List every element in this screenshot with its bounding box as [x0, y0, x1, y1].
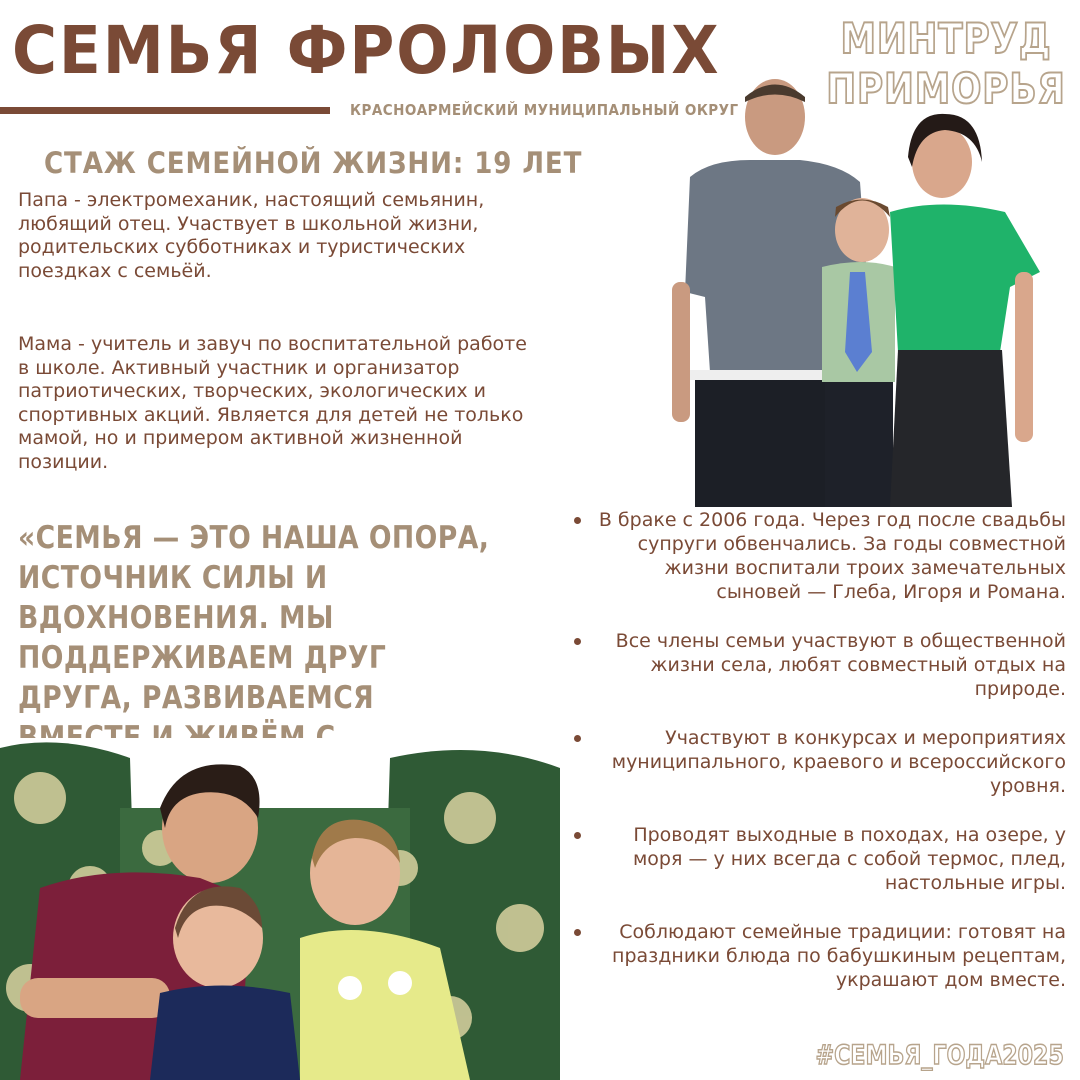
family-photo [650, 72, 1060, 507]
marriage-length-heading: СТАЖ СЕМЕЙНОЙ ЖИЗНИ: 19 ЛЕТ [44, 146, 583, 180]
mother-description: Мама - учитель и завуч по воспитательной работе в школе. Активный участник и организатор патриотических, творческих, экологических и спортивных акций. Является для детей не только мамой, но и примером активной жизненной позиции. [18, 333, 527, 473]
list-item [570, 508, 1066, 604]
bullet-dot-icon [574, 735, 581, 742]
ministry-line-2: ПРИМОРЬЯ [826, 64, 1066, 113]
father-description: Папа - электромеханик, настоящий семьянин, любящий отец. Участвует в школьной жизни, родительских субботниках и туристических поездках с семьёй. [18, 189, 485, 282]
page-title: СЕМЬЯ ФРОЛОВЫХ [12, 12, 721, 89]
hashtag-footer: #СЕМЬЯ_ГОДА2025 [815, 1040, 1064, 1071]
list-item [570, 726, 1066, 798]
list-item [570, 920, 1066, 992]
fact-text: В браке с 2006 года. Через год после свадьбы супруги обвенчались. За годы совместной жизни воспитали троих замечательных сыновей — Глеба, Игоря и Романа. [598, 509, 1066, 603]
district-subtitle: КРАСНОАРМЕЙСКИЙ МУНИЦИПАЛЬНЫЙ ОКРУГ [350, 101, 739, 119]
list-item [570, 823, 1066, 895]
fact-text: Участвуют в конкурсах и мероприятиях муниципального, краевого и всероссийского уровня. [611, 727, 1066, 797]
children-photo [0, 738, 560, 1080]
bullet-dot-icon [574, 929, 581, 936]
bullet-dot-icon [574, 517, 581, 524]
family-quote: «СЕМЬЯ — ЭТО НАША ОПОРА, ИСТОЧНИК СИЛЫ И ВДОХНОВЕНИЯ. МЫ ПОДДЕРЖИВАЕМ ДРУГ ДРУГА, РАЗВИВАЕМСЯ [18, 520, 490, 716]
bullet-dot-icon [574, 832, 581, 839]
ministry-line-1: МИНТРУД [840, 14, 1052, 63]
bullet-dot-icon [574, 638, 581, 645]
fact-text: Все члены семьи участвуют в общественной жизни села, любят совместный отдых на природе. [615, 630, 1066, 700]
list-item [570, 629, 1066, 701]
fact-text: Проводят выходные в походах, на озере, у моря — у них всегда с собой термос, плед, настольные игры. [632, 824, 1066, 894]
facts-list [570, 508, 1066, 1017]
title-underline [0, 107, 330, 114]
fact-text: Соблюдают семейные традиции: готовят на праздники блюда по бабушкиным рецептам, украшают дом вместе. [612, 921, 1066, 991]
